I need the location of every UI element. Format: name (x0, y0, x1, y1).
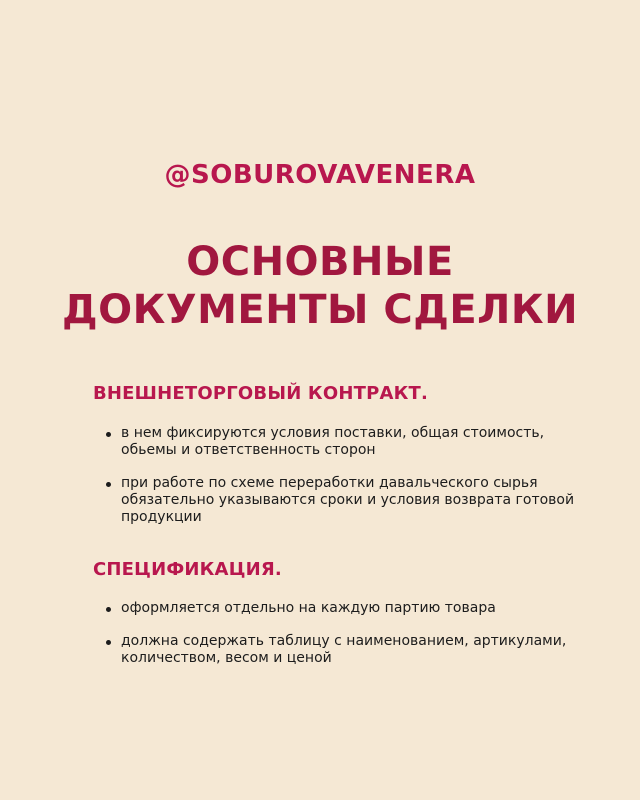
author-handle: @SOBUROVAVENERA (164, 160, 476, 190)
list-item: должна содержать таблицу с наименованием, артикулами, количеством, весом и ценой (106, 633, 576, 667)
page-title-line-1: ОСНОВНЫЕ (186, 239, 454, 285)
list-item: при работе по схеме переработки давальческого сырья обязательно указываются сроки и условия возврата готовой продукции (106, 475, 576, 526)
section-heading-specification: СПЕЦИФИКАЦИЯ. (93, 559, 282, 580)
list-item: в нем фиксируются условия поставки, общая стоимость, обьемы и ответственность сторон (106, 425, 576, 459)
list-item: оформляется отдельно на каждую партию товара (106, 600, 576, 617)
section-heading-contract: ВНЕШНЕТОРГОВЫЙ КОНТРАКТ. (93, 383, 429, 404)
specification-bullet-list (106, 600, 576, 683)
page-title (0, 238, 640, 334)
contract-bullet-list (106, 425, 576, 542)
page-title-line-2: ДОКУМЕНТЫ СДЕЛКИ (61, 287, 579, 333)
